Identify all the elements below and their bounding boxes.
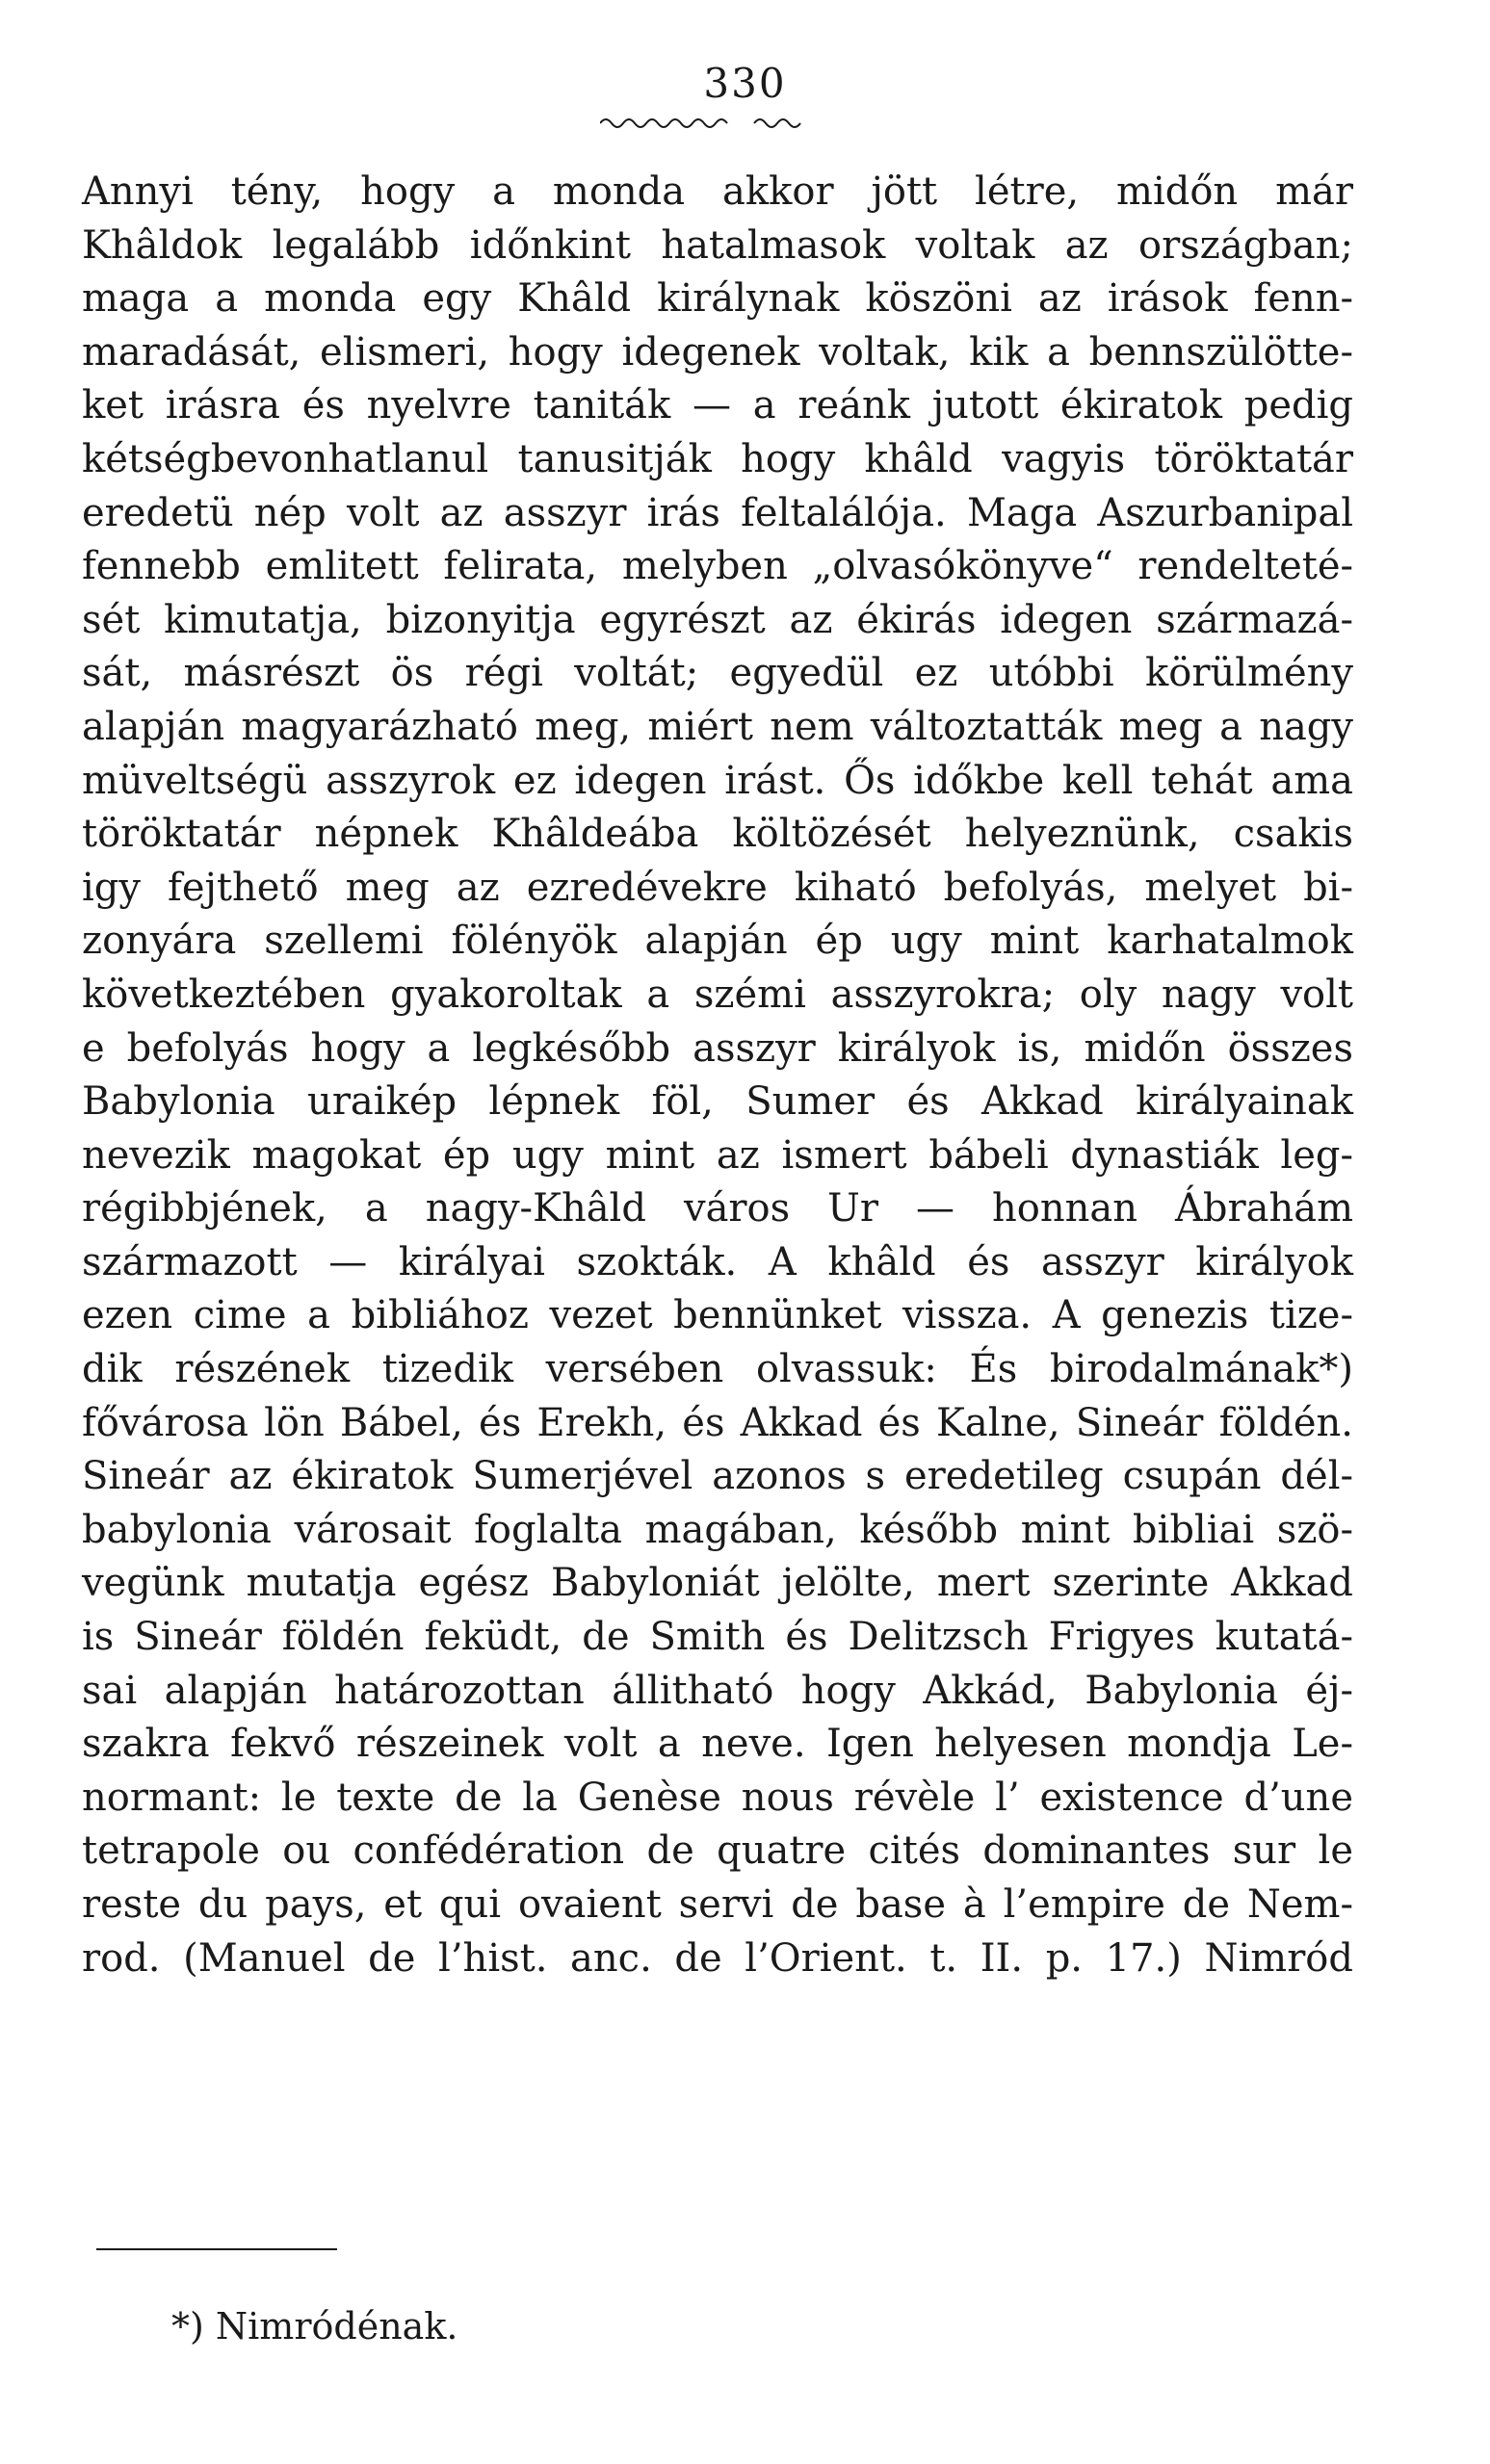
body-text xyxy=(82,166,1353,1985)
text-line: sát, másrészt ös régi voltát; egyedül ez utóbbi körülmény xyxy=(82,651,1353,696)
text-line: alapján magyarázható meg, miért nem változtatták meg a nagy xyxy=(82,704,1353,749)
text-line: származott — királyai szokták. A khâld és asszyr királyok xyxy=(82,1239,1353,1284)
text-line: babylonia városait foglalta magában, később mint bibliai szö- xyxy=(82,1507,1353,1552)
text-line: normant: le texte de la Genèse nous révèle l’ existence d’une xyxy=(82,1775,1353,1820)
text-line: maga a monda egy Khâld királynak köszöni az irások fenn- xyxy=(82,276,1353,322)
text-line: zonyára szellemi fölényök alapján ép ugy mint karhatalmok xyxy=(82,919,1353,964)
footnote-rule xyxy=(96,2248,337,2250)
text-line: Khâldok legalább időnkint hatalmasok voltak az országban; xyxy=(82,222,1353,268)
wavy-ornament xyxy=(600,114,822,133)
text-line: dik részének tizedik versében olvassuk: És birodalmának*) xyxy=(82,1347,1353,1392)
page-number: 330 xyxy=(703,60,787,107)
text-line: is Sineár földén feküdt, de Smith és Delitzsch Frigyes kutatá- xyxy=(82,1615,1353,1660)
text-line: ezen cime a bibliához vezet bennünket vissza. A genezis tize- xyxy=(82,1293,1353,1338)
text-line: kétségbevonhatlanul tanusitják hogy khâld vagyis töröktatár xyxy=(82,436,1353,481)
text-line: igy fejthető meg az ezredévekre kiható befolyás, melyet bi- xyxy=(82,865,1353,910)
text-line: nevezik magokat ép ugy mint az ismert bábeli dynastiák leg- xyxy=(82,1132,1353,1178)
text-line: rod. (Manuel de l’hist. anc. de l’Orient. t. II. p. 17.) Nimród xyxy=(82,1935,1353,1981)
text-line: következtében gyakoroltak a szémi asszyrokra; oly nagy volt xyxy=(82,972,1353,1017)
text-line: vegünk mutatja egész Babyloniát jelölte, mert szerinte Akkad xyxy=(82,1561,1353,1606)
text-line: maradását, elismeri, hogy idegenek voltak, kik a bennszülötte- xyxy=(82,329,1353,375)
text-line: töröktatár népnek Khâldeába költözését helyeznünk, csakis xyxy=(82,812,1353,857)
text-line: eredetü nép volt az asszyr irás feltalálója. Maga Aszurbanipal xyxy=(82,490,1353,535)
text-line: régibbjének, a nagy-Khâld város Ur — honnan Ábrahám xyxy=(82,1186,1353,1232)
text-line: Babylonia uraikép lépnek föl, Sumer és Akkad királyainak xyxy=(82,1079,1353,1125)
text-line: müveltségü asszyrok ez idegen irást. Ős időkbe kell tehát ama xyxy=(82,758,1353,803)
text-line: reste du pays, et qui ovaient servi de base à l’empire de Nem- xyxy=(82,1882,1353,1927)
text-line: tetrapole ou confédération de quatre cités dominantes sur le xyxy=(82,1829,1353,1874)
text-line: fennebb emlitett felirata, melyben „olvasókönyve“ rendelteté- xyxy=(82,544,1353,589)
text-line: sai alapján határozottan állitható hogy Akkád, Babylonia éj- xyxy=(82,1668,1353,1713)
text-line: Sineár az ékiratok Sumerjével azonos s eredetileg csupán dél- xyxy=(82,1454,1353,1499)
text-line: sét kimutatja, bizonyitja egyrészt az ékirás idegen származá- xyxy=(82,597,1353,642)
text-line: fővárosa lön Bábel, és Erekh, és Akkad és Kalne, Sineár földén. xyxy=(82,1400,1353,1445)
footnote: *) Nimródénak. xyxy=(171,2305,458,2347)
text-line: szakra fekvő részeinek volt a neve. Igen helyesen mondja Le- xyxy=(82,1722,1353,1767)
text-line: e befolyás hogy a legkésőbb asszyr királyok is, midőn összes xyxy=(82,1025,1353,1071)
text-line: ket irásra és nyelvre taniták — a reánk jutott ékiratok pedig xyxy=(82,383,1353,428)
text-line: Annyi tény, hogy a monda akkor jött létre, midőn már xyxy=(82,169,1353,214)
